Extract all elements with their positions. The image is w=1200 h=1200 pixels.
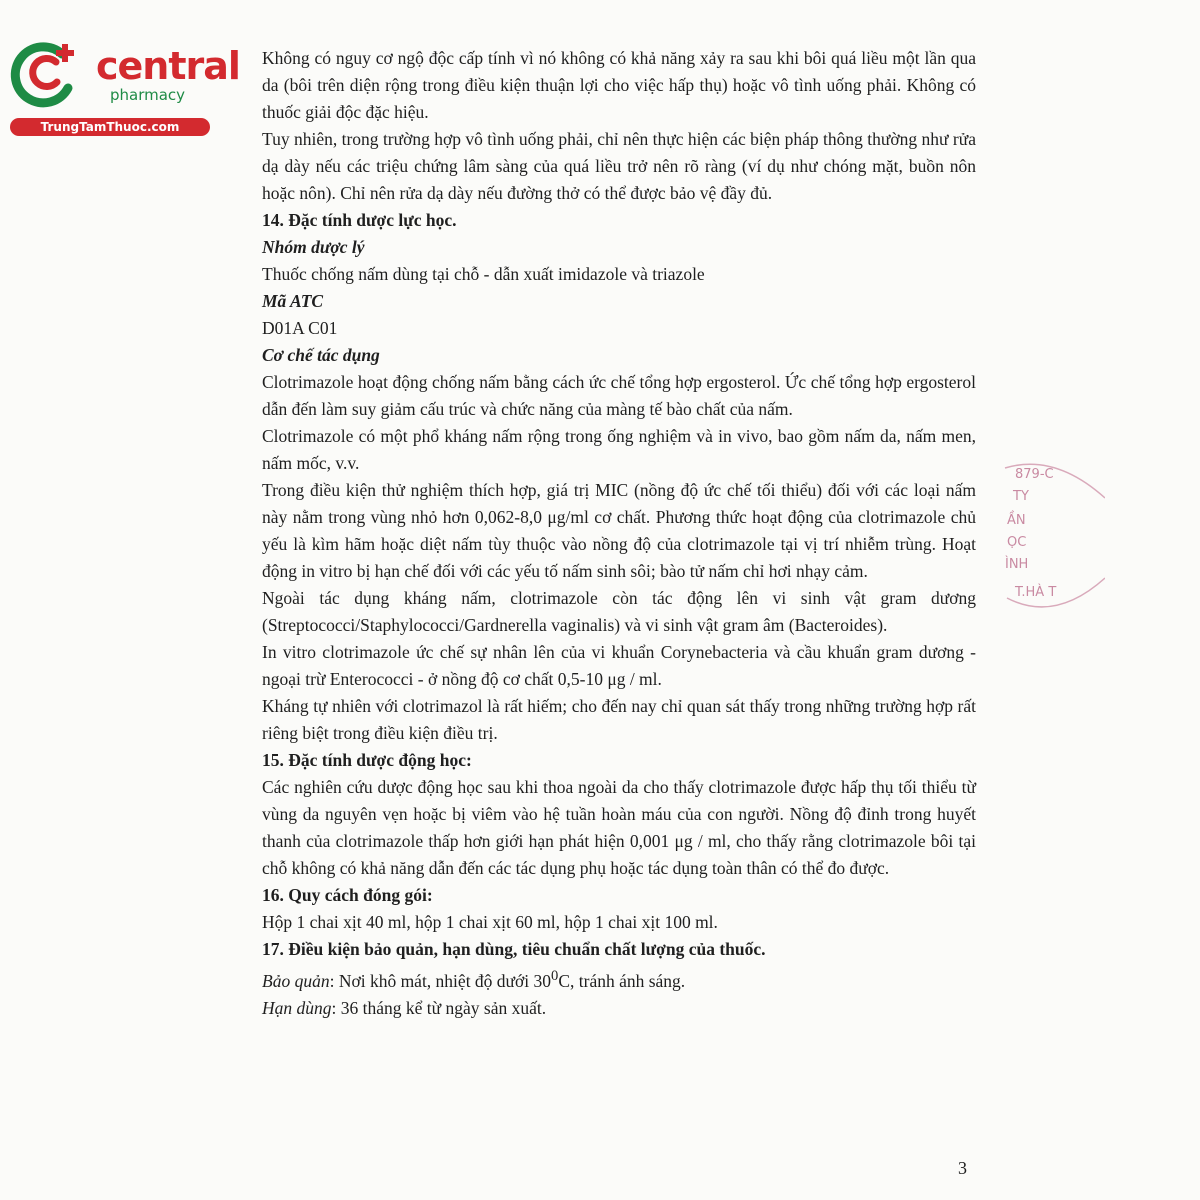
- stamp-text-4: ỌC: [1007, 535, 1027, 550]
- expiry-label: Hạn dùng: [262, 997, 332, 1018]
- atc-code-subheading: Mã ATC: [262, 291, 324, 311]
- central-pharmacy-logo: [10, 36, 240, 136]
- mechanism-paragraph-6: Kháng tự nhiên với clotrimazol là rất hiếm; cho đến nay chỉ quan sát thấy trong những trường hợp rất riêng biệt trong điều kiện điều trị.: [262, 696, 976, 743]
- mechanism-paragraph-4: Ngoài tác dụng kháng nấm, clotrimazole còn tác động lên vi sinh vật gram dương (Streptococci/Staphylococci/Gardnerella vaginalis) và vi sinh vật gram âm (Bacteroides).: [262, 588, 976, 635]
- stamp-text-2: TY: [1013, 489, 1029, 504]
- section-16-heading: 16. Quy cách đóng gói:: [262, 885, 433, 905]
- storage-text-b: C, tránh ánh sáng.: [558, 970, 686, 991]
- stamp-text-3: ẦN: [1007, 513, 1026, 528]
- company-seal-stamp: [985, 458, 1105, 618]
- pharmacologic-group-subheading: Nhóm dược lý: [262, 237, 365, 257]
- stamp-text-5: ÌNH: [1005, 557, 1029, 572]
- logo-name: central: [96, 44, 240, 88]
- pharmacy-c-cross-icon: [10, 38, 82, 110]
- section-15-heading: 15. Đặc tính dược động học:: [262, 750, 472, 770]
- section-17-heading: 17. Điều kiện bảo quản, hạn dùng, tiêu chuẩn chất lượng của thuốc.: [262, 939, 766, 959]
- overdose-paragraph-1: Không có nguy cơ ngộ độc cấp tính vì nó không có khả năng xảy ra sau khi bôi quá liều một lần qua da (bôi trên diện rộng trong điều kiện thuận lợi cho việc hấp thụ) hoặc vô tình uống phải. Không có thuốc giải độc đặc hiệu.: [262, 48, 976, 122]
- document-body: [262, 45, 976, 1022]
- overdose-paragraph-2: Tuy nhiên, trong trường hợp vô tình uống phải, chỉ nên thực hiện các biện pháp thông thường như rửa dạ dày nếu các triệu chứng lâm sàng của quá liều trở nên rõ ràng (ví dụ như chóng mặt, buồn nôn hoặc nôn). Chỉ nên rửa dạ dày nếu đường thở có thể được bảo vệ đầy đủ.: [262, 129, 976, 203]
- page-number: 3: [958, 1158, 967, 1178]
- pharmacokinetics-paragraph: Các nghiên cứu dược động học sau khi thoa ngoài da cho thấy clotrimazole được hấp thụ tối thiểu từ vùng da nguyên vẹn hoặc bị viêm vào hệ tuần hoàn máu của con người. Nồng độ đỉnh trong huyết thanh của clotrimazole thấp hơn giới hạn phát hiện 0,001 μg / ml, cho thấy rằng clotrimazole bôi tại chỗ không có khả năng dẫn đến các tác dụng phụ hoặc tác dụng toàn thân có thể đo được.: [262, 777, 976, 878]
- storage-line: [262, 963, 976, 995]
- packaging-text: Hộp 1 chai xịt 40 ml, hộp 1 chai xịt 60 ml, hộp 1 chai xịt 100 ml.: [262, 912, 718, 932]
- pharmacologic-group-text: Thuốc chống nấm dùng tại chỗ - dẫn xuất imidazole và triazole: [262, 264, 705, 284]
- expiry-line: [262, 995, 976, 1022]
- mechanism-subheading: Cơ chế tác dụng: [262, 345, 380, 365]
- stamp-text-1: 879-C: [1015, 467, 1054, 482]
- mechanism-paragraph-1: Clotrimazole hoạt động chống nấm bằng cách ức chế tổng hợp ergosterol. Ức chế tổng hợp ergosterol dẫn đến làm suy giảm cấu trúc và chức năng của màng tế bào chất của nấm.: [262, 372, 976, 419]
- section-14-heading: 14. Đặc tính dược lực học.: [262, 210, 457, 230]
- storage-degree-sup: 0: [551, 968, 559, 984]
- mechanism-paragraph-3: Trong điều kiện thử nghiệm thích hợp, giá trị MIC (nồng độ ức chế tối thiểu) đối với các loại nấm này nằm trong vùng nhỏ hơn 0,062-8,0 μg/ml cơ chất. Phương thức hoạt động của clotrimazole chủ yếu là kìm hãm hoặc diệt nấm tùy thuộc vào nồng độ của clotrimazole tại vị trí nhiễm trùng. Hoạt động in vitro bị hạn chế đối với các yếu tố nấm sinh sôi; bào tử nấm chỉ hơi nhạy cảm.: [262, 480, 976, 581]
- atc-code-text: D01A C01: [262, 318, 338, 338]
- logo-subtitle: pharmacy: [110, 86, 186, 104]
- storage-text-a: : Nơi khô mát, nhiệt độ dưới 30: [329, 970, 552, 991]
- mechanism-paragraph-2: Clotrimazole có một phổ kháng nấm rộng trong ống nghiệm và in vivo, bao gồm nấm da, nấm men, nấm mốc, v.v.: [262, 426, 976, 473]
- storage-label: Bảo quản: [262, 970, 330, 991]
- mechanism-paragraph-5: In vitro clotrimazole ức chế sự nhân lên của vi khuẩn Corynebacteria và cầu khuẩn gram dương - ngoại trừ Enterococci - ở nồng độ cơ chất 0,5-10 μg / ml.: [262, 642, 976, 689]
- stamp-text-6: T.HÀ T: [1015, 585, 1057, 600]
- expiry-text: : 36 tháng kể từ ngày sản xuất.: [331, 997, 547, 1018]
- logo-url-banner: TrungTamThuoc.com: [10, 118, 210, 136]
